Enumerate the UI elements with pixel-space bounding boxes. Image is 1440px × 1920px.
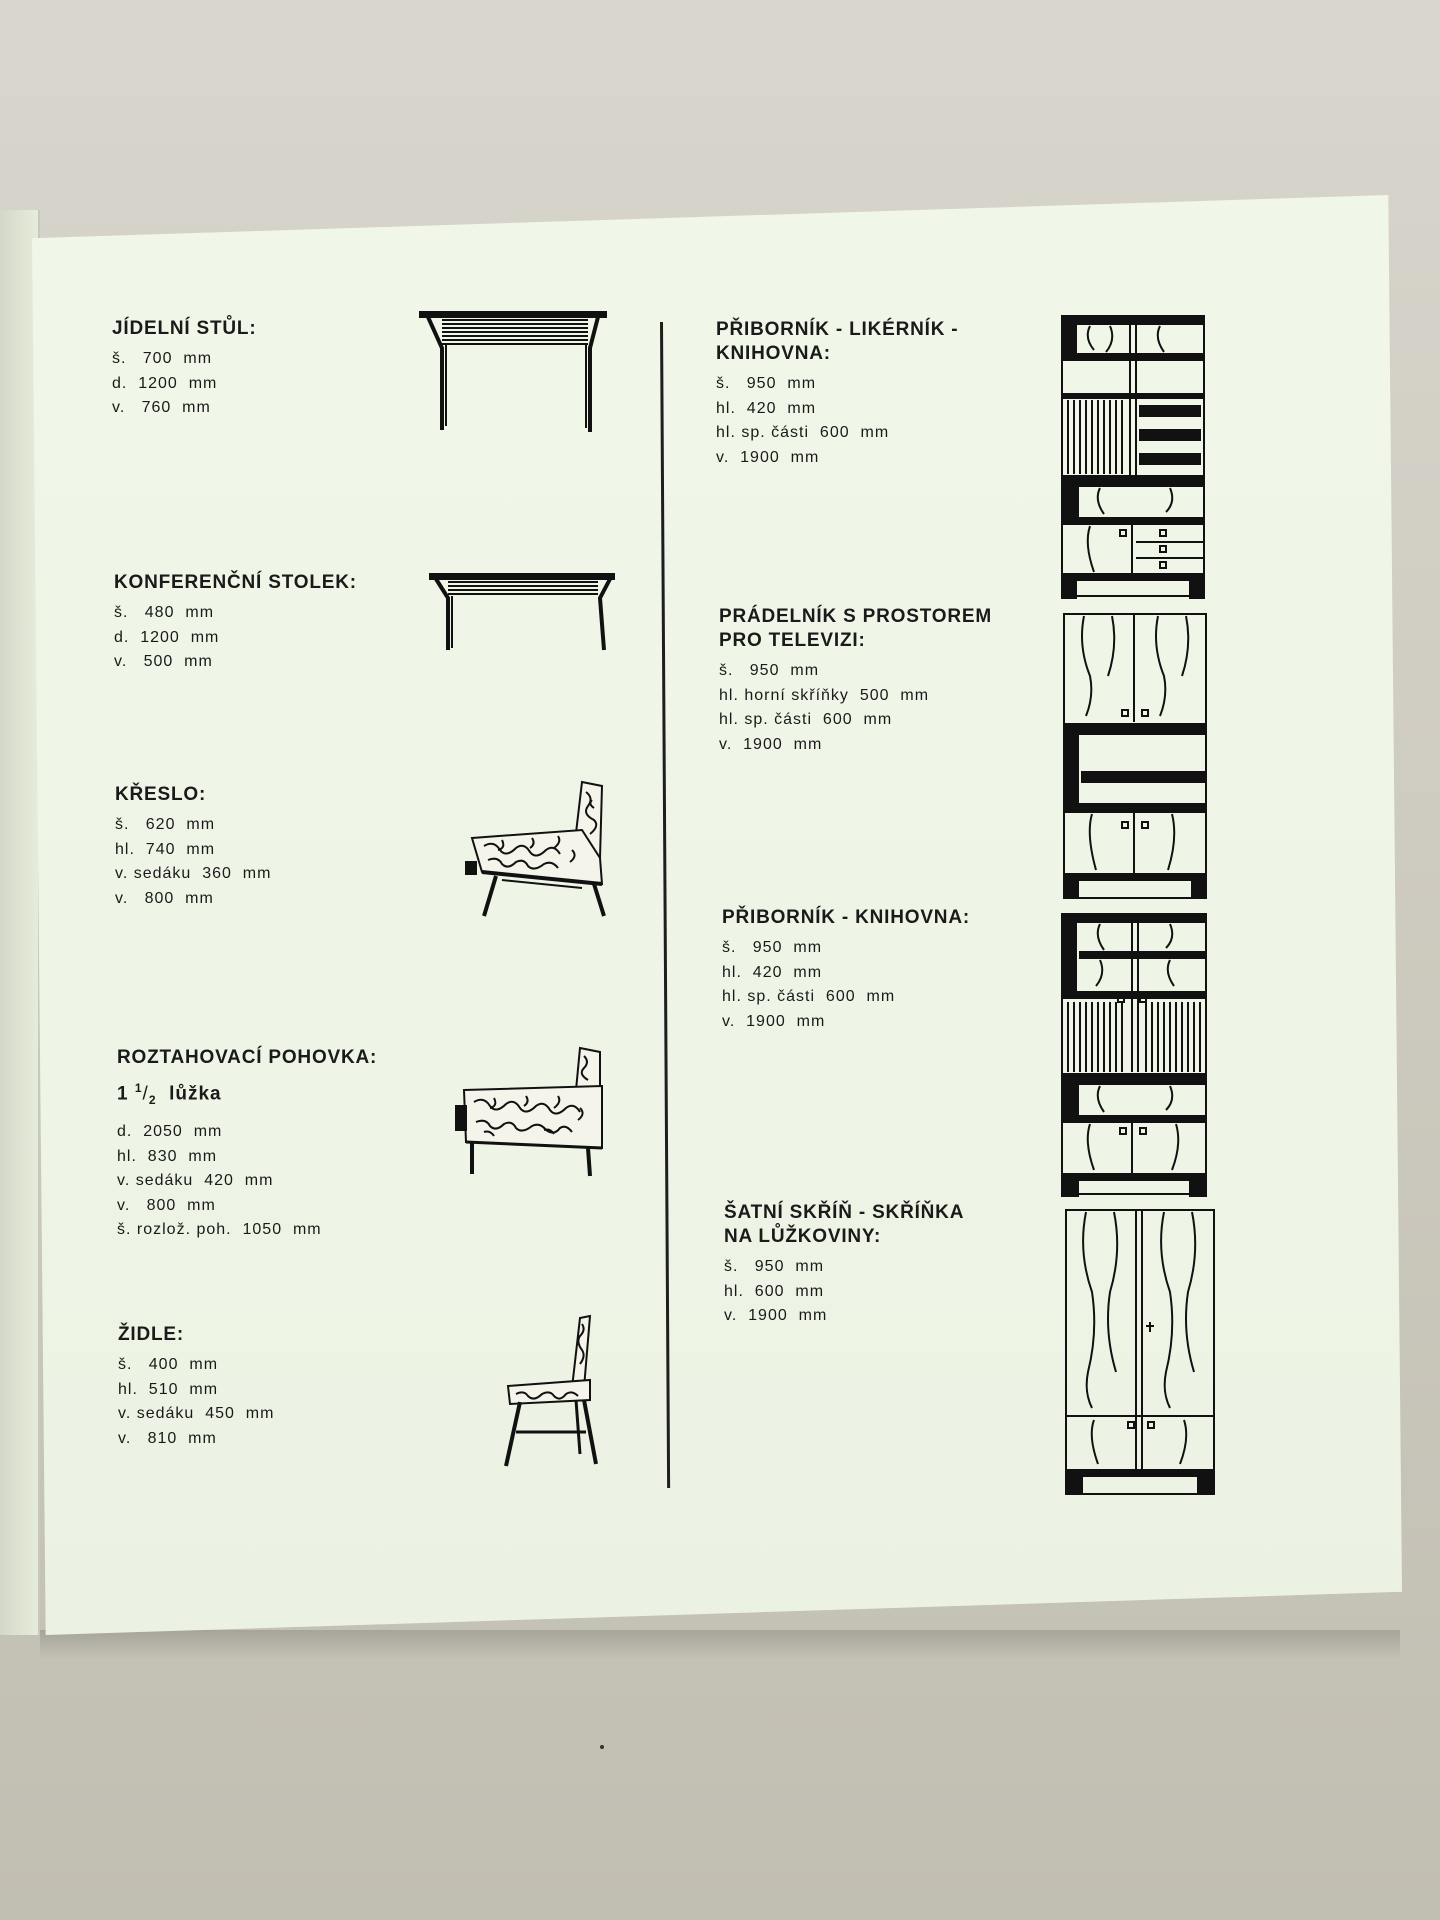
- dimension-line: v. sedáku 360 mm: [115, 865, 272, 882]
- fraction-numerator: 1: [134, 1081, 143, 1095]
- item-wardrobe: [724, 1201, 964, 1329]
- dimension-list: [724, 1255, 964, 1329]
- dimension-list: [114, 601, 357, 675]
- item-title-line: KNIHOVNA:: [716, 343, 831, 364]
- dimension-line: d. 2050 mm: [117, 1123, 223, 1141]
- dimension-line: v. 1900 mm: [724, 1307, 828, 1324]
- dimension-list: [117, 1120, 377, 1243]
- subtitle-word: lůžka: [169, 1083, 222, 1105]
- dimension-line: hl. 740 mm: [115, 840, 216, 858]
- dimension-line: hl. 830 mm: [117, 1147, 218, 1165]
- dimension-line: v. 760 mm: [112, 399, 211, 416]
- item-coffee-table: [114, 571, 357, 675]
- item-dresser-tv: [719, 605, 992, 757]
- item-armchair: [115, 783, 271, 911]
- item-title: ROZTAHOVACÍ POHOVKA:: [117, 1047, 378, 1068]
- dimension-list: [115, 813, 271, 911]
- chair-icon: [500, 1314, 610, 1468]
- item-dining-table: [112, 317, 256, 421]
- item-title: ŽIDLE:: [118, 1324, 185, 1345]
- fraction-denominator: 2: [148, 1093, 157, 1108]
- dimension-line: hl. sp. části 600 mm: [716, 424, 890, 441]
- dimension-line: š. 950 mm: [716, 375, 817, 392]
- table-speck: [600, 1745, 604, 1749]
- dimension-line: š. 700 mm: [112, 350, 213, 367]
- dimension-line: š. 400 mm: [118, 1356, 219, 1373]
- item-sideboard-bar-bookcase: [716, 318, 958, 470]
- dimension-list: [719, 659, 992, 757]
- dimension-line: hl. 420 mm: [716, 399, 817, 417]
- dimension-line: v. 800 mm: [115, 889, 214, 907]
- dresser-tv-icon: [1062, 612, 1208, 900]
- item-chair: [118, 1323, 274, 1451]
- item-sofa-bed: [117, 1046, 377, 1243]
- page-shadow: [40, 1630, 1400, 1660]
- item-title: KONFERENČNÍ STOLEK:: [114, 572, 357, 593]
- dimension-line: hl. 510 mm: [118, 1380, 219, 1398]
- item-title-line: PRÁDELNÍK S PROSTOREM: [719, 606, 992, 627]
- dimension-line: v. 500 mm: [114, 653, 213, 670]
- item-title-line: ŠATNÍ SKŘÍŇ - SKŘÍŇKA: [724, 1202, 965, 1223]
- item-title-line: PŘIBORNÍK - KNIHOVNA:: [722, 907, 970, 928]
- armchair-icon: [462, 780, 612, 920]
- dimension-list: [716, 372, 958, 470]
- dimension-line: š. 950 mm: [724, 1258, 825, 1275]
- sofa-bed-icon: [454, 1046, 614, 1178]
- dimension-list: [722, 936, 970, 1034]
- subtitle-number: 1: [117, 1083, 129, 1105]
- dimension-line: v. 1900 mm: [722, 1012, 826, 1030]
- dimension-line: v. 1900 mm: [719, 735, 823, 753]
- dimension-line: v. sedáku 450 mm: [118, 1405, 275, 1422]
- item-title-line: NA LŮŽKOVINY:: [724, 1226, 882, 1247]
- item-title: KŘESLO:: [115, 784, 207, 805]
- dimension-line: v. 810 mm: [118, 1429, 217, 1447]
- dimension-line: d. 1200 mm: [112, 374, 218, 392]
- sideboard-bookcase-icon: [1060, 912, 1210, 1198]
- dimension-line: hl. sp. části 600 mm: [722, 988, 896, 1005]
- dimension-line: š. 950 mm: [722, 939, 823, 956]
- dimension-line: v. 1900 mm: [716, 448, 820, 466]
- dimension-line: š. rozlož. poh. 1050 mm: [117, 1221, 322, 1239]
- dimension-line: hl. 600 mm: [724, 1282, 825, 1300]
- item-title-line: PRO TELEVIZI:: [719, 630, 866, 651]
- dimension-line: š. 480 mm: [114, 604, 215, 621]
- dimension-line: v. 800 mm: [117, 1196, 216, 1214]
- item-subtitle: 1 $^1/_2$ lůžka: [117, 1081, 222, 1108]
- item-title: JÍDELNÍ STŮL:: [112, 318, 257, 339]
- dimension-line: š. 950 mm: [719, 662, 820, 679]
- item-title-line: PŘIBORNÍK - LIKÉRNÍK -: [716, 319, 959, 340]
- dimension-line: hl. 420 mm: [722, 963, 823, 981]
- dimension-line: š. 620 mm: [115, 816, 216, 833]
- dimension-line: v. sedáku 420 mm: [117, 1172, 274, 1190]
- sideboard-bar-bookcase-icon: [1060, 314, 1206, 600]
- dining-table-icon: [418, 308, 610, 438]
- coffee-table-icon: [428, 570, 618, 654]
- dimension-line: hl. horní skříňky 500 mm: [719, 686, 930, 704]
- dimension-line: hl. sp. části 600 mm: [719, 711, 893, 728]
- dimension-list: [112, 347, 256, 421]
- wardrobe-icon: [1064, 1208, 1218, 1496]
- dimension-line: d. 1200 mm: [114, 628, 220, 646]
- item-sideboard-bookcase: [722, 906, 970, 1034]
- dimension-list: [118, 1353, 274, 1451]
